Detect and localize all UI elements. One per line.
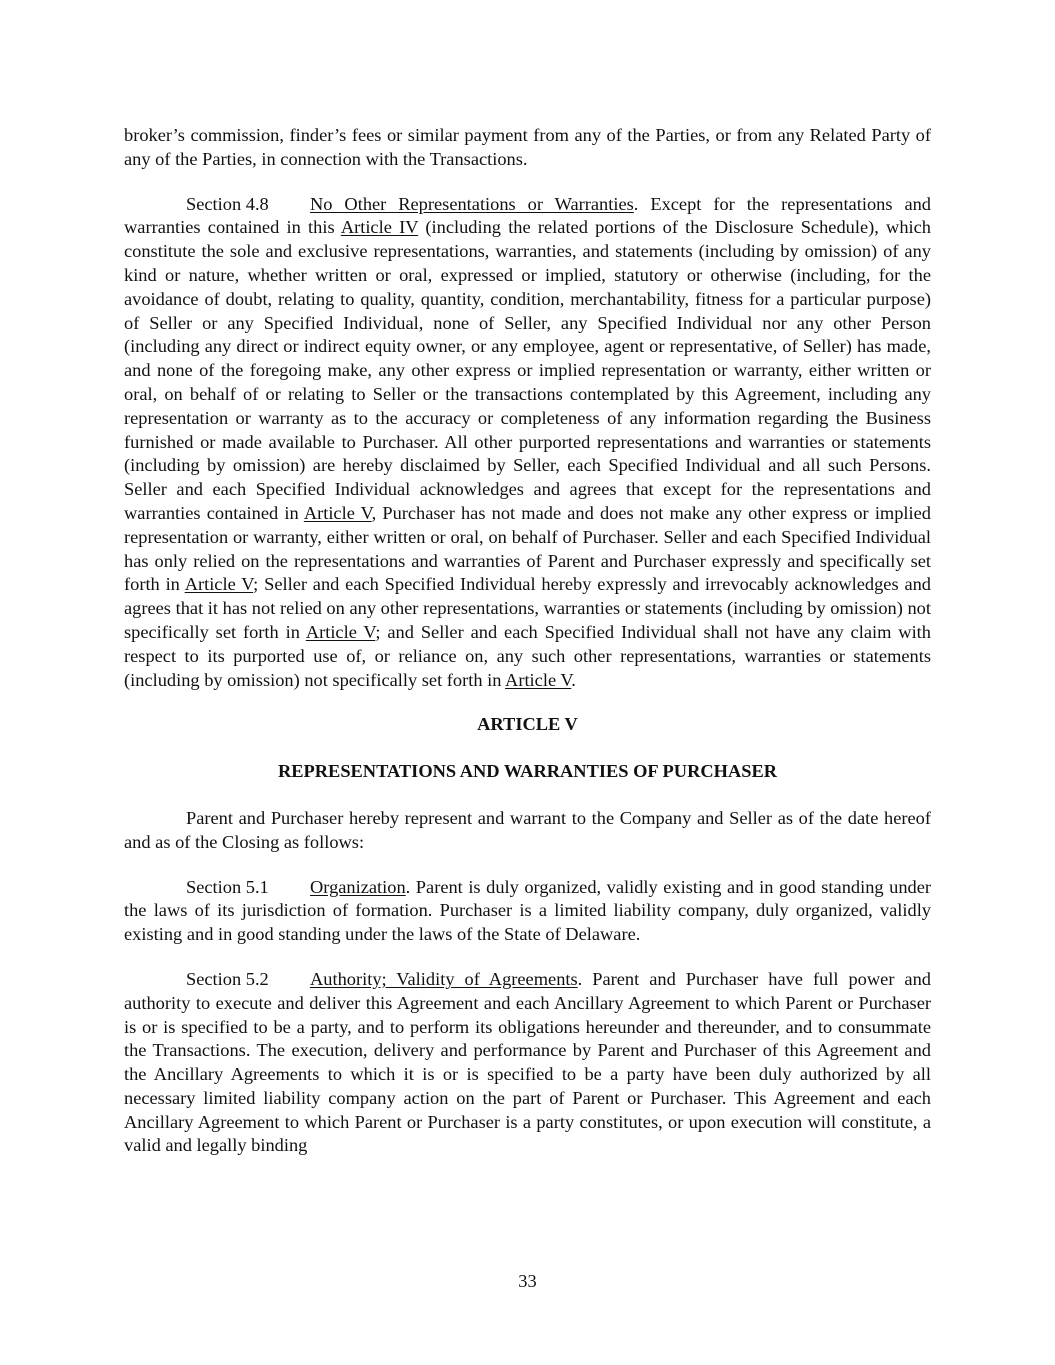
article-label: ARTICLE V: [477, 714, 578, 735]
section-4-8: [124, 193, 931, 693]
section-text: (including the related portions of the Disclosure Schedule), which constitute the sole and exclusive representations, warranties, and statements (including by omission) of any kind or nature, whether written or oral, expressed or implied, statutory or otherwise (including, for the avoidance of doubt, relating to quality, quantity, condition, merchantability, fitness for a particular purpose) of Seller or any Specified Individual, none of Seller, any Specified Individual nor any other Person (including any direct or indirect equity owner, or any employee, agent or representative, of Seller) has made, and none of the foregoing make, any other express or implied representation or warranty, either written or oral, on behalf of or relating to Seller or the transactions contemplated by this Agreement, including any representation or warranty as to the accuracy or completeness of any information regarding the Business furnished or made available to Purchaser. All other purported representations and warranties or statements (including by omission) are hereby disclaimed by Seller, each Specified Individual and all such Persons. Seller and each Specified Individual acknowledges and agrees that except for the representations and warranties contained in: [124, 217, 932, 523]
section-number: Section 5.1: [186, 876, 269, 897]
section-text: . Parent is duly organized, validly existing and in good standing under the laws of its jurisdiction of formation. Purchaser is a limited liability company, duly organized, validly existing and in good standing under the laws of the State of Delaware.: [124, 876, 931, 945]
document-body: [124, 124, 931, 1179]
section-title: Organization: [310, 876, 406, 897]
section-5-2: [124, 968, 931, 1158]
section-text: .: [571, 669, 576, 690]
section-text: ; and Seller and each Specified Individual shall not have any claim with respect to its purported use of, or reliance on, any such other representations, warranties or statements (including by omission) not specifically set forth in: [124, 621, 931, 690]
cross-reference: Article V: [305, 621, 376, 642]
cross-reference: Article V: [184, 574, 254, 595]
section-number: Section 5.2: [186, 968, 269, 989]
cross-reference: Article V: [303, 502, 372, 523]
section-5-1: [124, 876, 931, 947]
page-number: 33: [518, 1271, 537, 1291]
section-text: , Purchaser has not made and does not make any other express or implied representation or warranty, either written or oral, on behalf of Purchaser. Seller and each Specified Individual has only relied on the representations and warranties of Parent and Purchaser expressly and specifically set forth in: [124, 502, 932, 595]
section-text: ; Seller and each Specified Individual hereby expressly and irrevocably acknowledges and agrees that it has not relied on any other representations, warranties or statements (including by omission) not specifically set forth in: [124, 574, 931, 642]
cross-reference: Article V: [505, 669, 572, 690]
section-text: . Except for the representations and warranties contained in this: [124, 193, 931, 238]
paragraph-continuation: broker’s commission, finder’s fees or similar payment from any of the Parties, or from any Related Party of any of the Parties, in connection with the Transactions.: [124, 125, 931, 169]
article-intro: Parent and Purchaser hereby represent and warrant to the Company and Seller as of the date hereof and as of the Closing as follows:: [124, 807, 931, 852]
cross-reference: Article IV: [340, 217, 419, 238]
section-text: . Parent and Purchaser have full power and authority to execute and deliver this Agreement and each Ancillary Agreement to which Parent or Purchaser is or is specified to be a party, and to perform its obligations hereunder and thereunder, and to consummate the Transactions. The execution, delivery and performance by Parent and Purchaser of this Agreement and the Ancillary Agreements to which it is or is specified to be a party have been duly authorized by all necessary limited liability company action on the part of Parent or Purchaser. This Agreement and each Ancillary Agreement to which Parent or Purchaser is a party constitutes, or upon execution will constitute, a valid and legally binding: [124, 968, 931, 1156]
section-number: Section 4.8: [186, 193, 269, 214]
section-title: Authority; Validity of Agreements: [310, 968, 578, 989]
section-title: No Other Representations or Warranties: [310, 193, 634, 214]
article-title: REPRESENTATIONS AND WARRANTIES OF PURCHASER: [277, 761, 777, 782]
